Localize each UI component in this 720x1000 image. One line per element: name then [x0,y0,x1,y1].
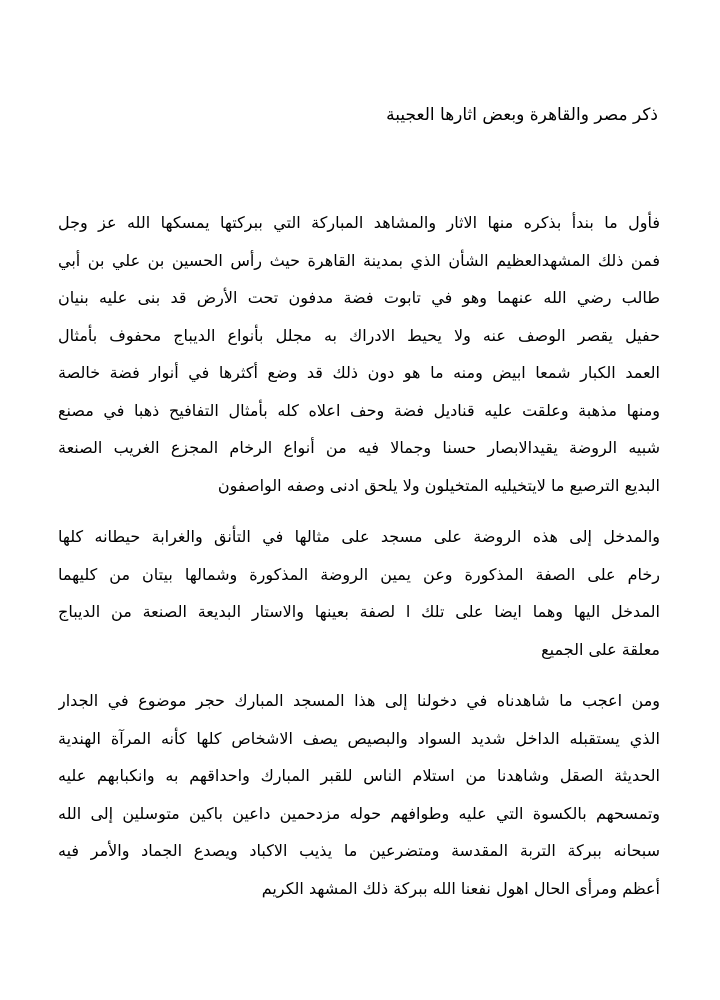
paragraph-line: أعظم ومرأى الحال اهول نفعنا الله ببركة ذلك المشهد الكريم [261,878,660,898]
paragraph-line: طالب رضي الله عنهما وهو في تابوت فضة مدفون تحت الأرض قد بنى عليه بنيان [58,288,660,307]
paragraph-line: البديع الترصيع ما لايتخيليه المتخيلون ولا يلحق ادنى وصفه الواصفون [217,475,660,495]
paragraph-line: ومنها مذهبة وعلقت عليه قناديل فضة وحف اعلاه كله بأمثال التفافيح ذهبا في مصنع [58,400,660,420]
paragraph-2 [58,518,660,668]
paragraph-line: الذي يستقبله الداخل شديد السواد والبصيص يصف الاشخاص كلها كأنه المرآة الهندية [58,728,660,748]
paragraph-line: فأول ما بندأ بذكره منها الاثار والمشاهد المباركة التي ببركتها يمسكها الله عز وجل [58,213,660,232]
paragraph-line: الحديثة الصقل وشاهدنا من استلام الناس للقبر المبارك واحداقهم به وانكبابهم عليه [58,766,660,785]
paragraph-line: معلقة على الجميع [541,639,660,659]
paragraph-line: ومن اعجب ما شاهدناه في دخولنا إلى هذا المسجد المبارك حجر موضوع في الجدار [58,691,660,710]
paragraph-line: حفيل يقصر الوصف عنه ولا يحيط الادراك به مجلل بأنواع الديباج محفوف بأمثال [58,325,660,345]
paragraph-line: والمدخل إلى هذه الروضة على مسجد على مثالها في التأنق والغرابة حيطانه كلها [58,527,660,546]
paragraph-line: فمن ذلك المشهدالعظيم الشأن الذي بمدينة القاهرة حيث رأس الحسين بن علي بن أبي [58,250,660,270]
document-body [58,204,660,921]
paragraph-line: شبيه الروضة يقيدالابصار حسنا وجمالا فيه من أنواع الرخام المجزع الغريب الصنعة [58,438,660,457]
paragraph-3 [58,682,660,907]
paragraph-line: المدخل اليها وهما ايضا على تلك ا لصفة بعينها والاستار البديعة الصنعة من الديباج [58,602,660,621]
paragraph-line: العمد الكبار شمعا ابيض ومنه ما هو دون ذلك قد وضع أكثرها في أنوار فضة خالصة [58,363,660,382]
paragraph-1 [58,204,660,504]
paragraph-line: رخام على الصفة المذكورة وعن يمين الروضة المذكورة وشمالها بيتان من كليهما [58,564,660,584]
paragraph-line: سبحانه ببركة التربة المقدسة ومتضرعين ما يذيب الاكباد ويصدع الجماد والأمر فيه [58,841,660,860]
document-title: ذكر مصر والقاهرة وبعض اثارها العجيبة [386,105,658,125]
paragraph-line: وتمسحهم بالكسوة التي عليه وطوافهم حوله مزدحمين داعين باكين متوسلين إلى الله [58,803,660,823]
